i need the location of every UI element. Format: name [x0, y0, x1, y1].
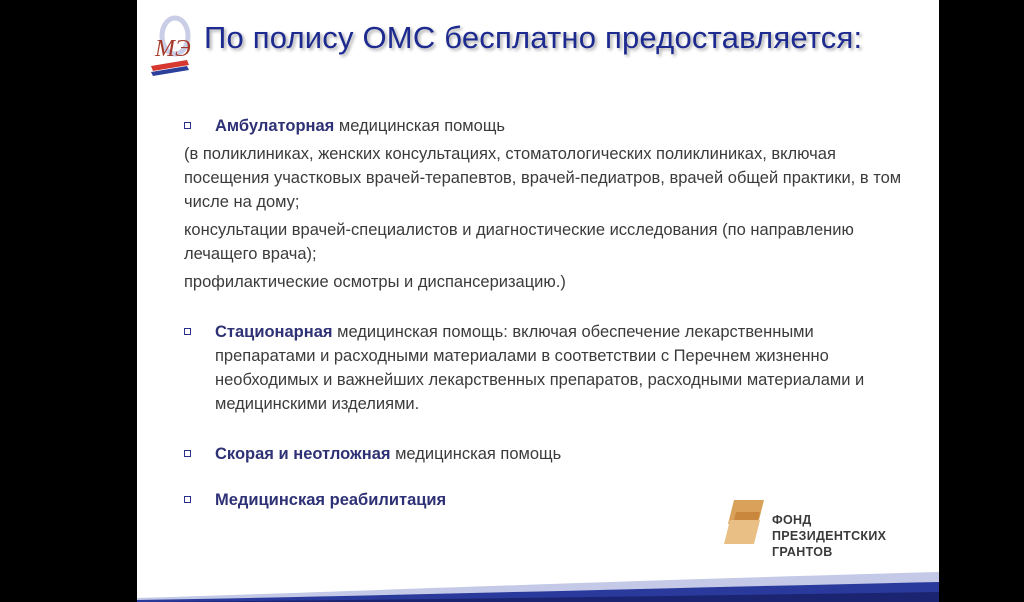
- list-item: [184, 442, 904, 466]
- ambulatory-detail: консультации врачей-специалистов и диагностические исследования (по направлению лечащего врача);: [184, 221, 854, 263]
- item-title: Амбулаторная: [215, 117, 335, 135]
- checkbox-bullet-icon: [184, 122, 191, 129]
- list-item: [184, 320, 904, 416]
- checkbox-bullet-icon: [184, 496, 191, 503]
- item-title: Скорая и неотложная: [215, 445, 391, 463]
- ambulatory-detail: профилактические осмотры и диспансеризацию.): [184, 273, 566, 291]
- slide: [137, 0, 939, 602]
- footer-wave-decoration: [137, 562, 939, 602]
- fund-name: ФОНД ПРЕЗИДЕНТСКИХ ГРАНТОВ: [772, 513, 887, 559]
- checkbox-bullet-icon: [184, 450, 191, 457]
- item-text: медицинская помощь: [334, 117, 505, 135]
- organization-logo-icon: [149, 12, 209, 78]
- slide-content: [184, 114, 904, 512]
- presidential-grants-fund-logo: [724, 494, 924, 564]
- ambulatory-detail: (в поликлиниках, женских консультациях, стоматологических поликлиниках, включая посещения участковых врачей-терапевтов, врачей-педиатров, врачей общей практики, в том числе на дому;: [184, 145, 902, 211]
- checkbox-bullet-icon: [184, 328, 191, 335]
- item-text: медицинская помощь: [390, 445, 562, 463]
- slide-title: По полису ОМС бесплатно предоставляется:: [204, 20, 863, 55]
- fund-emblem-icon: [724, 498, 768, 546]
- item-text: медицинская помощь: включая обеспечение лекарственными препаратами и расходными материалами в соответствии с Перечнем жизненно необходимых и важнейших лекарственных препаратов, расходными материалами и медицинскими изделиями.: [215, 323, 865, 413]
- logo-lettering: МЭ: [155, 36, 191, 62]
- list-item: [184, 114, 904, 138]
- item-title: Стационарная: [215, 323, 333, 341]
- item-title: Медицинская реабилитация: [215, 491, 447, 509]
